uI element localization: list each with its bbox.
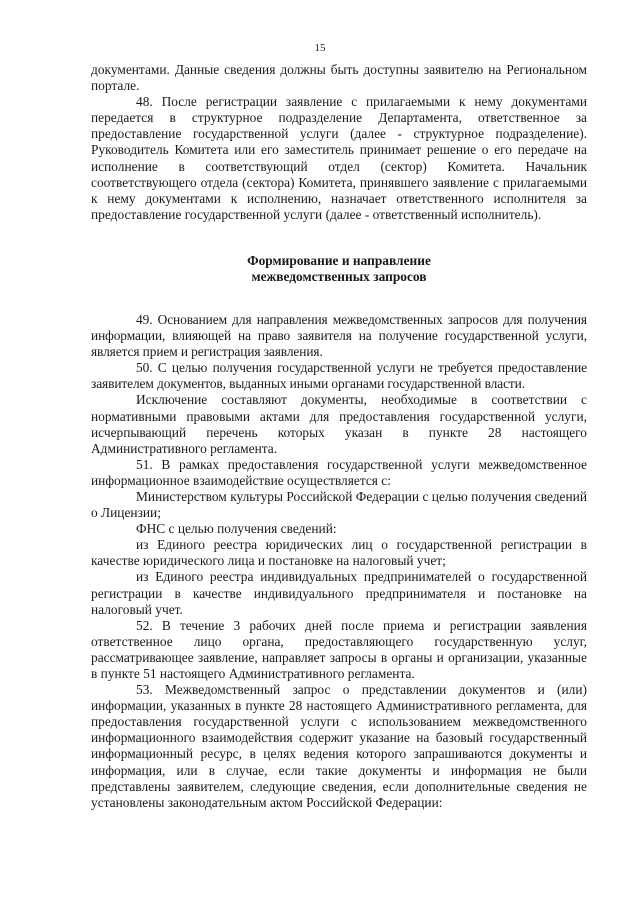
paragraph-ministry: Министерством культуры Российской Федерации с целью получения сведений о Лицензии; (91, 488, 587, 521)
page-number: 15 (314, 42, 326, 54)
section-heading-line-1: Формирование и направление (247, 252, 431, 268)
paragraph-53: 53. Межведомственный запрос о представлении документов и (или) информации, указанных в пункте 28 настоящего Административного регламента, для предоставления государственной услуги с использованием межведомственного информационного взаимодействия содержит указание на базовый государственный информационный ресурс, в целях ведения которого запрашиваются документы и информация, или в случае, если такие документы и информация не были представлены заявителем, следующие сведения, если дополнительные сведения не установлены законодательным актом Российской Федерации: (91, 682, 587, 810)
paragraph-egrul: из Единого реестра юридических лиц о государственной регистрации в качестве юридического лица и постановке на налоговый учет; (91, 537, 587, 569)
paragraph-52: 52. В течение 3 рабочих дней после приема и регистрации заявления ответственное лицо органа, предоставляющего государственную услуг, рассматривающее заявление, направляет запросы в органы и организации, указанные в пункте 51 настоящего Административного регламента. (91, 617, 587, 681)
section-heading-line-2: межведомственных запросов (251, 269, 427, 285)
paragraph-50: 50. С целью получения государственной услуги не требуется предоставление заявителем документов, выданных иными органами государственной власти. (91, 360, 587, 392)
paragraph-continuation: документами. Данные сведения должны быть доступны заявителю на Региональном портале. (91, 62, 587, 94)
paragraph-exception: Исключение составляют документы, необходимые в соответствии с нормативными правовыми актами для предоставления государственной услуги, исчерпывающий перечень которых указан в пункте 28 настоящего Административного регламента. (91, 392, 587, 456)
paragraph-49: 49. Основанием для направления межведомственных запросов для получения информации, влияющей на право заявителя на получение государственной услуги, является прием и регистрация заявления. (91, 311, 587, 360)
paragraph-egrip: из Единого реестра индивидуальных предпринимателей о государственной регистрации в качестве индивидуального предпринимателя и постановке на налоговый учет. (91, 569, 587, 617)
document-body (91, 62, 587, 811)
paragraph-fns: ФНС с целью получения сведений: (136, 521, 337, 537)
paragraph-51: 51. В рамках предоставления государственной услуги межведомственное информационное взаимодействие осуществляется с: (91, 456, 587, 488)
section-heading (91, 253, 587, 286)
paragraph-48: 48. После регистрации заявление с прилагаемыми к нему документами передается в структурное подразделение Департамента, ответственное за предоставление государственной услуги (далее - структурное подразделение). Руководитель Комитета или его заместитель принимает решение о его передаче на исполнение в соответствующий отдел (сектор) Комитета. Начальник соответствующего отдела (сектора) Комитета, принявшего заявление с прилагаемыми к нему документами к исполнению, назначает ответственного исполнителя за предоставление государственной услуги (далее - ответственный исполнитель). (91, 94, 587, 222)
